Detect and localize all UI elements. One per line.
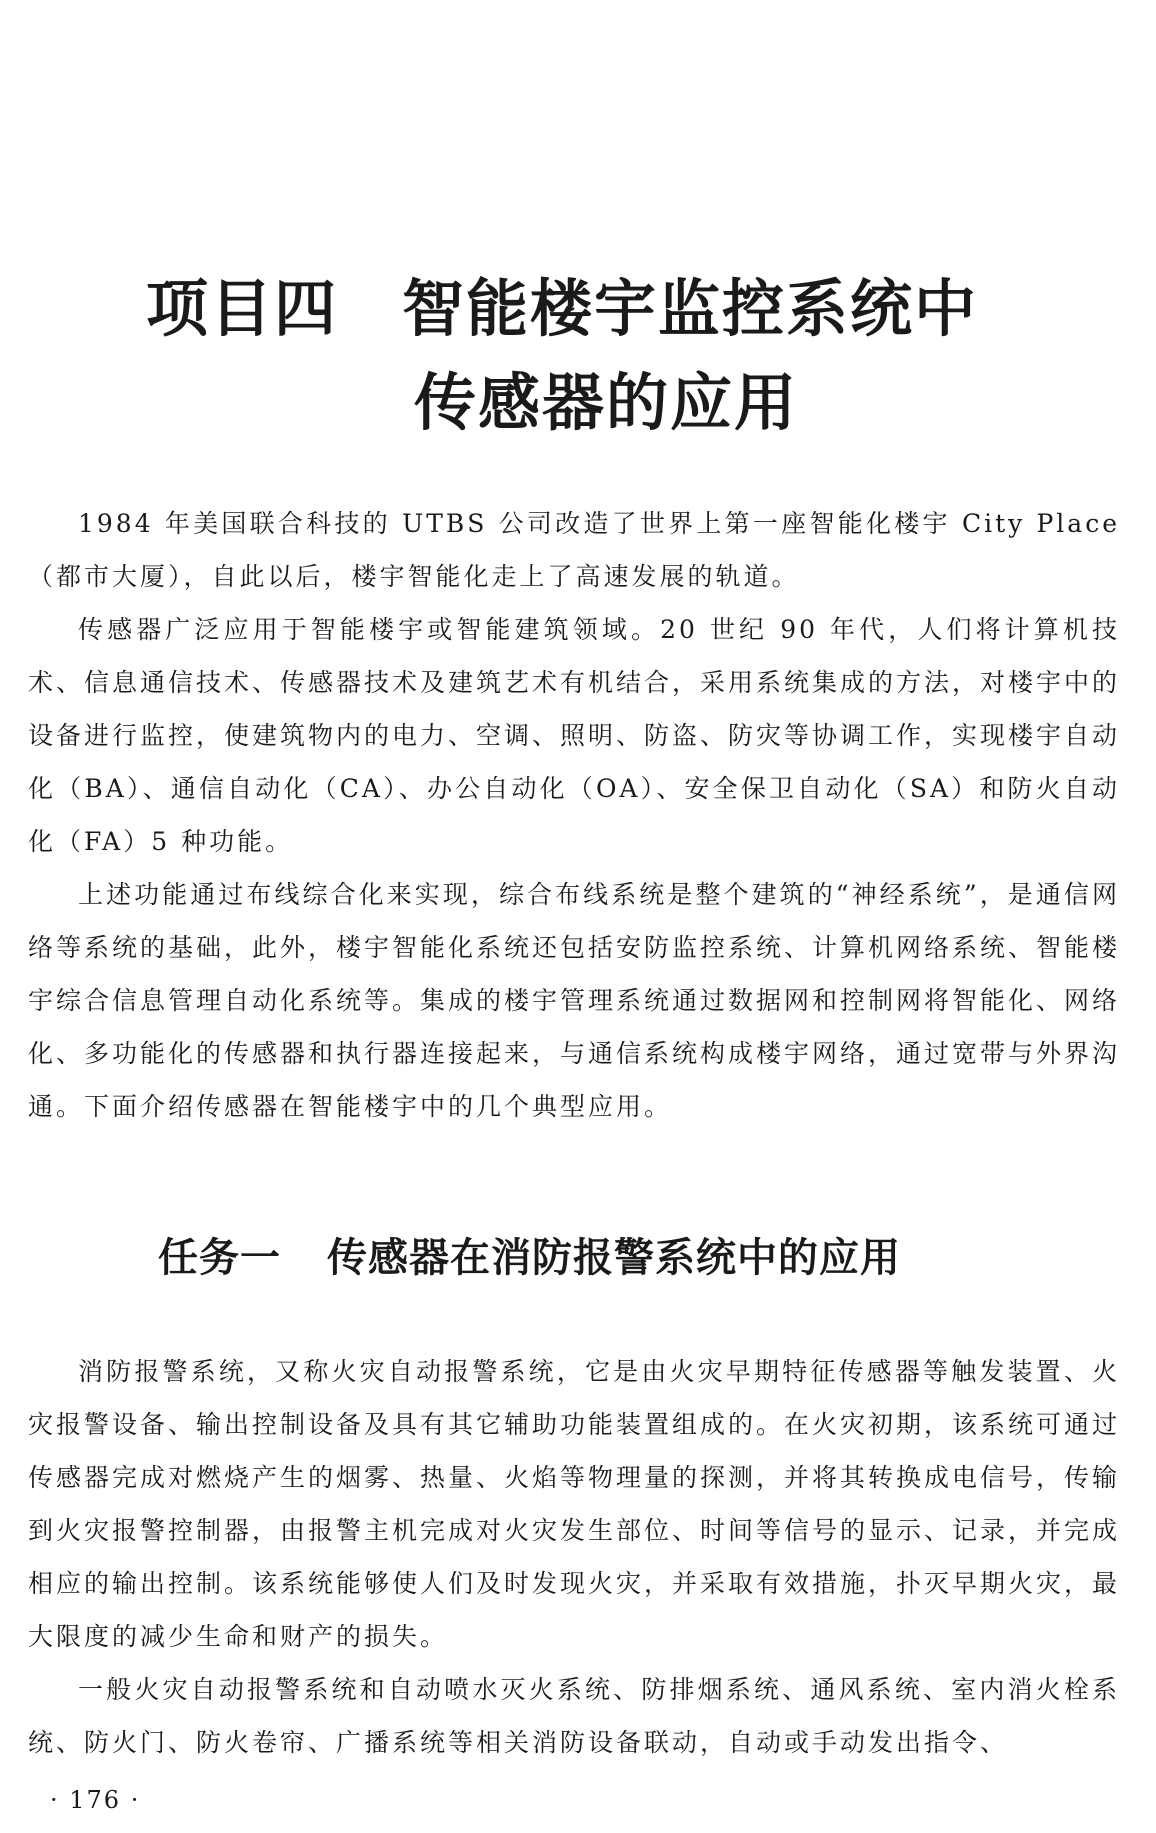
chapter-title-text: 智能楼宇监控系统中 (402, 271, 979, 345)
intro-section (28, 497, 1120, 1133)
page-number: · 176 · (50, 1786, 141, 1814)
task-label: 任务一 (158, 1235, 281, 1282)
task-paragraph-2: 一般火灾自动报警系统和自动喷水灭火系统、防排烟系统、通风系统、室内消火栓系统、防火门、防火卷帘、广播系统等相关消防设备联动，自动或手动发出指令、 (28, 1675, 1120, 1757)
chapter-title-line2: 传感器的应用 (414, 365, 799, 439)
task-paragraph-1: 消防报警系统，又称火灾自动报警系统，它是由火灾早期特征传感器等触发装置、火灾报警设备、输出控制设备及具有其它辅助功能装置组成的。在火灾初期，该系统可通过传感器完成对燃烧产生的烟雾、热量、火焰等物理量的探测，并将其转换成电信号，传输到火灾报警控制器，由报警主机完成对火灾发生部位、时间等信号的显示、记录，并完成相应的输出控制。该系统能够使人们及时发现火灾，并采取有效措施，扑灭早期火灾，最大限度的减少生命和财产的损失。 (28, 1357, 1121, 1651)
task-heading (158, 1228, 901, 1288)
task-title-text: 传感器在消防报警系统中的应用 (327, 1235, 901, 1282)
chapter-label: 项目四 (146, 271, 339, 345)
intro-paragraph-2: 传感器广泛应用于智能楼宇或智能建筑领域。20 世纪 90 年代，人们将计算机技术、信息通信技术、传感器技术及建筑艺术有机结合，采用系统集成的方法，对楼宇中的设备进行监控，使建筑物内的电力、空调、照明、防盗、防灾等协调工作，实现楼宇自动化（BA）、通信自动化（CA）、办公自动化（OA）、安全保卫自动化（SA）和防火自动化（FA）5 种功能。 (28, 615, 1121, 856)
task-section (28, 1345, 1120, 1769)
intro-paragraph-1: 1984 年美国联合科技的 UTBS 公司改造了世界上第一座智能化楼宇 City Place（都市大厦），自此以后，楼宇智能化走上了高速发展的轨道。 (28, 509, 1120, 591)
intro-paragraph-3: 上述功能通过布线综合化来实现，综合布线系统是整个建筑的“神经系统”，是通信网络等系统的基础，此外，楼宇智能化系统还包括安防监控系统、计算机网络系统、智能楼宇综合信息管理自动化系统等。集成的楼宇管理系统通过数据网和控制网将智能化、网络化、多功能化的传感器和执行器连接起来，与通信系统构成楼宇网络，通过宽带与外界沟通。下面介绍传感器在智能楼宇中的几个典型应用。 (28, 880, 1121, 1121)
chapter-title (0, 262, 1156, 450)
chapter-title-line1 (0, 262, 1156, 356)
